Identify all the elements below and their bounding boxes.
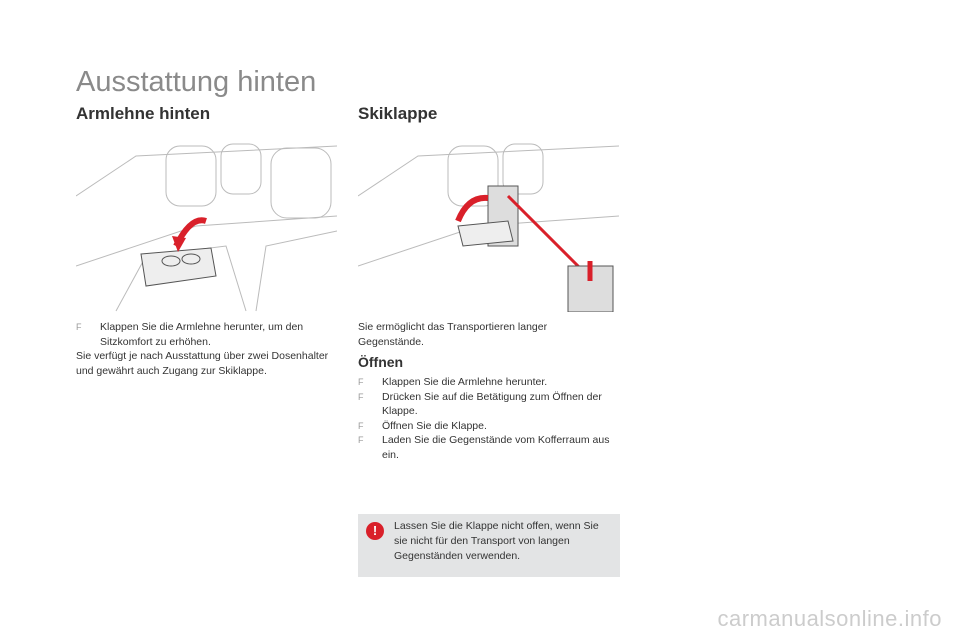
ski-hatch-intro: Sie ermöglicht das Transportieren langer Gegenstände. (358, 321, 548, 348)
step-item: F Laden Sie die Gegenstände vom Kofferraum aus ein. (358, 434, 610, 461)
step-item: F Öffnen Sie die Klappe. (358, 419, 487, 432)
warning-box (358, 514, 620, 577)
armrest-paragraph: Sie verfügt je nach Ausstattung über zwei Dosenhalter und gewährt auch Zugang zur Skiklappe. (76, 350, 329, 377)
step-item: F Drücken Sie auf die Betätigung zum Öffnen der Klappe. (358, 390, 602, 417)
armrest-bullet: Klappen Sie die Armlehne herunter, um den Sitzkomfort zu erhöhen. (100, 321, 304, 348)
bullet-icon: F (76, 322, 82, 332)
armrest-text (76, 320, 341, 378)
page-title: Ausstattung hinten (76, 66, 317, 98)
open-subheading: Öffnen (358, 354, 404, 370)
ski-hatch-heading: Skiklappe (358, 104, 438, 123)
watermark: carmanualsonline.info (717, 606, 942, 631)
ski-hatch-illustration (358, 136, 619, 312)
warning-icon: ! (366, 522, 384, 540)
step-item: F Klappen Sie die Armlehne herunter. (358, 376, 548, 388)
armrest-heading: Armlehne hinten (76, 104, 211, 123)
warning-text: Lassen Sie die Klappe nicht offen, wenn Sie sie nicht für den Transport von langen Gegenständen verwenden. (394, 520, 599, 562)
armrest-illustration (76, 136, 337, 312)
open-steps (358, 375, 620, 462)
